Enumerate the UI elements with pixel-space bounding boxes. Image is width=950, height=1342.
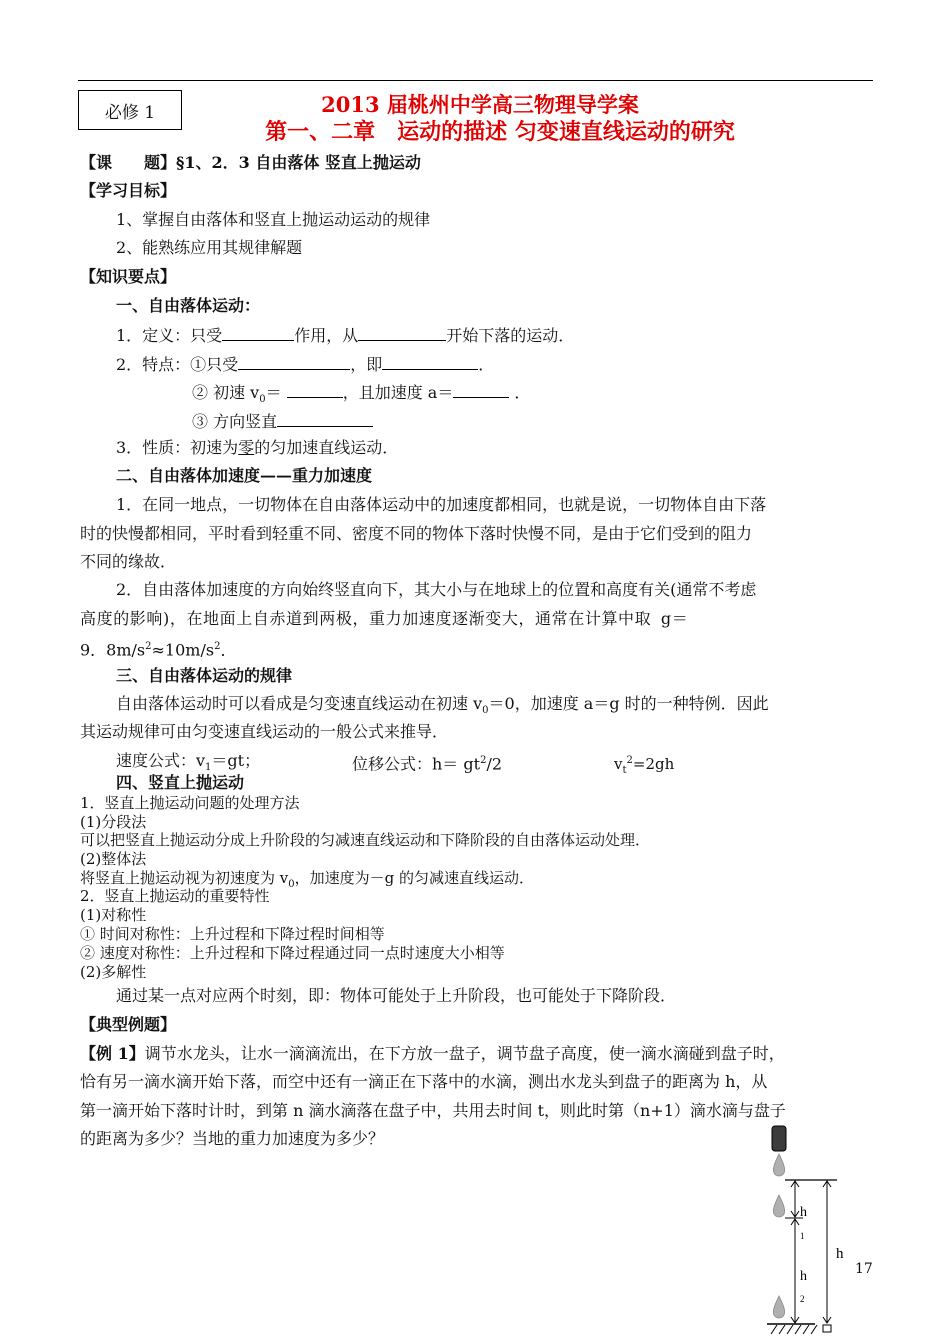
paragraph-line: 通过某一点对应两个时刻，即：物体可能处于上升阶段，也可能处于下降阶段． xyxy=(116,986,677,1005)
feature2-text-b: ＝ xyxy=(265,383,287,402)
paragraph-line xyxy=(116,694,769,721)
label-h2-subscript: 2 xyxy=(800,1294,805,1304)
course-tag: 必修 1 xyxy=(78,90,182,130)
superscript: 2 xyxy=(480,755,487,766)
section4-heading: 四、竖直上抛运动 xyxy=(116,773,245,792)
fill-blank[interactable] xyxy=(382,353,478,370)
nature-text-a: 3．性质：初速为 xyxy=(116,438,239,457)
paragraph-text: ，加速度为－g 的匀减速直线运动． xyxy=(294,869,534,887)
example1-line xyxy=(80,1044,785,1064)
paragraph-line: 不同的缘故． xyxy=(80,552,177,571)
section2-heading: 二、自由落体加速度——重力加速度 xyxy=(116,466,373,485)
page-number: 17 xyxy=(855,1261,873,1277)
water-drop-icon xyxy=(773,1296,784,1318)
label-h1-subscript: 1 xyxy=(800,1231,805,1241)
subscript: 0 xyxy=(288,879,295,890)
feature-line-2 xyxy=(192,381,530,410)
nature-text-b: 的匀加速直线运动． xyxy=(254,438,399,457)
paragraph-line: 高度的影响)，在地面上自赤道到两极，重力加速度逐渐变大，通常在计算中取 g＝ xyxy=(80,609,689,628)
superscript: 2 xyxy=(214,641,221,652)
formula-text: v xyxy=(614,755,623,773)
fill-blank[interactable] xyxy=(287,381,343,398)
fill-blank[interactable] xyxy=(222,324,294,341)
feature-text-a: 2．特点：①只受 xyxy=(116,355,239,374)
fill-blank[interactable] xyxy=(453,381,509,398)
faucet-icon xyxy=(772,1126,786,1151)
definition-line xyxy=(116,324,574,346)
water-drop-icon xyxy=(773,1195,784,1217)
fill-blank[interactable] xyxy=(277,410,373,427)
superscript: 2 xyxy=(626,755,633,766)
section1-heading: 一、自由落体运动： xyxy=(116,296,261,315)
example1-text: 调节水龙头，让水一滴滴流出，在下方放一盘子，调节盘子高度，使一滴水滴碰到盘子时， xyxy=(144,1044,785,1063)
goals-heading: 【学习目标】 xyxy=(80,181,177,200)
formula-text: ≈10m/s xyxy=(151,640,215,660)
example1-line: 第一滴开始下落时计时，到第 n 滴水滴落在盘子中，共用去时间 t，则此时第（n+1）滴水滴与盘子 xyxy=(80,1101,786,1120)
paragraph-line: (2)多解性 xyxy=(80,963,147,981)
examples-heading: 【典型例题】 xyxy=(80,1015,177,1034)
paragraph-line: ① 时间对称性：上升过程和下降过程时间相等 xyxy=(80,925,385,943)
example1-label: 【例 1】 xyxy=(80,1044,145,1063)
paragraph-line: (1)对称性 xyxy=(80,906,147,924)
goal-item-1: 1、掌握自由落体和竖直上抛运动运动的规律 xyxy=(116,210,431,229)
lesson-text: §1、2．3 自由落体 竖直上抛运动 xyxy=(176,153,421,172)
subscript: t xyxy=(622,765,627,776)
nature-line xyxy=(116,438,398,458)
formula-text: 位移公式：h＝ gt xyxy=(352,754,481,774)
subscript: 0 xyxy=(259,394,266,406)
subscript: 1 xyxy=(205,762,212,774)
paragraph-line: 时的快慢都相同，平时看到轻重不同、密度不同的物体下落时快慢不同，是由于它们受到的阻力 xyxy=(80,524,753,543)
paragraph-text: 自由落体运动时可以看成是匀变速直线运动在初速 v xyxy=(116,694,483,713)
subscript: 0 xyxy=(482,705,489,717)
formula-text: ． xyxy=(220,640,237,660)
feature3-text: ③ 方向竖直 xyxy=(192,412,278,431)
formula-text: =2gh xyxy=(632,755,675,773)
definition-text-b: 作用，从 xyxy=(294,326,359,345)
paragraph-line: 2．竖直上抛运动的重要特性 xyxy=(80,887,270,905)
label-h1: h xyxy=(800,1205,807,1220)
feature-text-b: ，即 xyxy=(350,355,383,374)
formula-text: /2 xyxy=(486,754,503,774)
water-drop-icon xyxy=(773,1154,784,1176)
paragraph-line: 1．竖直上抛运动问题的处理方法 xyxy=(80,794,300,812)
paragraph-line: 其运动规律可由匀变速直线运动的一般公式来推导． xyxy=(80,722,449,741)
example1-line: 恰有另一滴水滴开始下落，而空中还有一滴正在下落中的水滴，测出水龙头到盘子的距离为 h，从 xyxy=(80,1072,768,1091)
paragraph-line: 可以把竖直上抛运动分成上升阶段的匀减速直线运动和下降阶段的自由落体运动处理． xyxy=(80,831,651,849)
fill-blank[interactable] xyxy=(358,324,446,341)
label-h: h xyxy=(836,1246,844,1262)
doc-title: 2013 届桃州中学高三物理导学案 xyxy=(321,92,639,117)
paragraph-line: ② 速度对称性：上升过程和下降过程通过同一点时速度大小相等 xyxy=(80,944,505,962)
superscript: 2 xyxy=(145,641,152,652)
formula-text: ＝gt； xyxy=(211,751,261,770)
lesson-label: 【课 题】 xyxy=(80,153,177,172)
formula-text: 9．8m/s xyxy=(80,640,146,660)
feature-text-c: ． xyxy=(478,355,495,374)
faucet-drops-figure xyxy=(755,1122,865,1336)
paragraph-line: 2．自由落体加速度的方向始终竖直向下，其大小与在地球上的位置和高度有关(通常不考虑 xyxy=(116,580,757,599)
displacement-formula xyxy=(352,751,502,774)
knowledge-heading: 【知识要点】 xyxy=(80,267,177,286)
chapter-title: 第一、二章 运动的描述 匀变速直线运动的研究 xyxy=(265,119,735,145)
label-h2: h xyxy=(800,1269,807,1284)
feature-line-3 xyxy=(192,410,373,432)
example1-line: 的距离为多少？当地的重力加速度为多少？ xyxy=(80,1129,385,1148)
feature2-text-a: ② 初速 v xyxy=(192,383,260,402)
paragraph-line xyxy=(80,637,236,660)
header-rule xyxy=(78,80,873,81)
nature-underlined: 零 xyxy=(238,438,255,457)
velocity-squared-formula xyxy=(614,751,674,781)
paragraph-text: 将竖直上抛运动视为初速度为 v xyxy=(80,869,289,887)
section3-heading: 三、自由落体运动的规律 xyxy=(116,666,293,685)
paragraph-text: ＝0，加速度 a＝g 时的一种特例．因此 xyxy=(488,694,769,713)
paragraph-line: (2)整体法 xyxy=(80,850,147,868)
paragraph-line: (1)分段法 xyxy=(80,813,147,831)
fill-blank[interactable] xyxy=(238,353,350,370)
feature2-text-d: ． xyxy=(509,383,531,402)
paragraph-line: 1．在同一地点，一切物体在自由落体运动中的加速度都相同，也就是说，一切物体自由下落 xyxy=(116,495,767,514)
lesson-line xyxy=(80,153,421,173)
goal-item-2: 2、能熟练应用其规律解题 xyxy=(116,238,303,257)
feature-line-1 xyxy=(116,353,494,375)
definition-text-a: 1．定义：只受 xyxy=(116,326,223,345)
formula-text: 速度公式：v xyxy=(116,751,206,770)
definition-text-c: 开始下落的运动． xyxy=(446,326,575,345)
feature2-text-c: ，且加速度 a＝ xyxy=(342,383,454,402)
